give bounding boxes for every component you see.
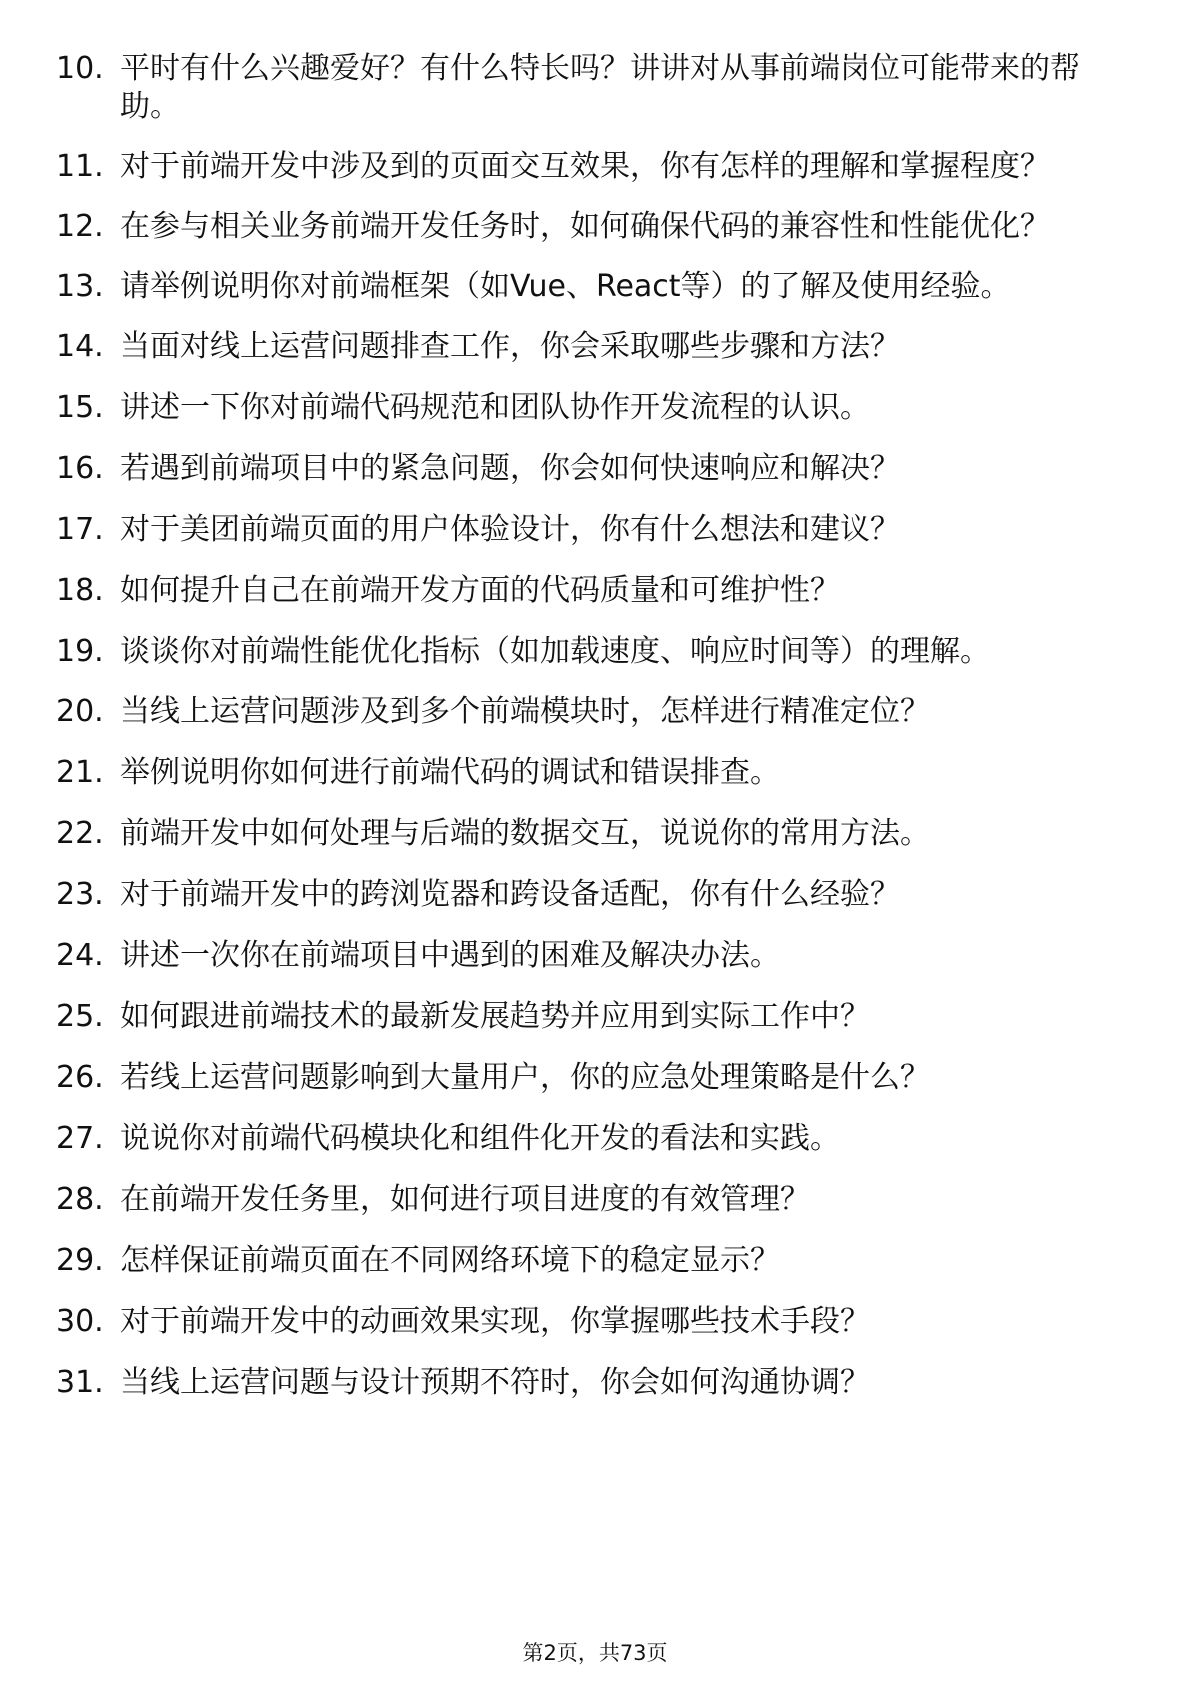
question-number: 21. <box>56 755 104 790</box>
question-item <box>56 1242 1116 1280</box>
question-number: 24. <box>56 938 104 973</box>
question-number: 14. <box>56 329 104 364</box>
question-text: 说说你对前端代码模块化和组件化开发的看法和实践。 <box>120 1121 840 1156</box>
question-item <box>56 1120 1116 1158</box>
question-item <box>56 328 1116 366</box>
question-number: 27. <box>56 1121 104 1156</box>
question-text: 若线上运营问题影响到大量用户，你的应急处理策略是什么？ <box>120 1060 930 1095</box>
question-number: 31. <box>56 1365 104 1400</box>
question-number: 29. <box>56 1243 104 1278</box>
page-footer: 第2页，共73页 <box>522 1641 668 1665</box>
question-text: 对于前端开发中涉及到的页面交互效果，你有怎样的理解和掌握程度？ <box>120 149 1050 184</box>
question-text: 对于美团前端页面的用户体验设计，你有什么想法和建议？ <box>120 512 900 547</box>
question-number: 11. <box>56 149 104 184</box>
question-item <box>56 633 1116 671</box>
question-item <box>56 998 1116 1036</box>
question-number: 26. <box>56 1060 104 1095</box>
question-text: 怎样保证前端页面在不同网络环境下的稳定显示？ <box>120 1243 780 1278</box>
question-number: 30. <box>56 1304 104 1339</box>
question-text: 在前端开发任务里，如何进行项目进度的有效管理？ <box>120 1182 810 1217</box>
question-number: 25. <box>56 999 104 1034</box>
question-text: 当线上运营问题与设计预期不符时，你会如何沟通协调？ <box>120 1365 870 1400</box>
question-text: 平时有什么兴趣爱好？有什么特长吗？讲讲对从事前端岗位可能带来的帮助。 <box>120 51 1080 124</box>
question-number: 28. <box>56 1182 104 1217</box>
question-text: 讲述一次你在前端项目中遇到的困难及解决办法。 <box>120 938 780 973</box>
question-item <box>56 754 1116 792</box>
question-text: 对于前端开发中的动画效果实现，你掌握哪些技术手段？ <box>120 1304 870 1339</box>
question-list <box>56 50 1116 1425</box>
question-item <box>56 1181 1116 1219</box>
question-item <box>56 389 1116 427</box>
question-item <box>56 1364 1116 1402</box>
question-number: 12. <box>56 209 104 244</box>
question-text: 在参与相关业务前端开发任务时，如何确保代码的兼容性和性能优化？ <box>120 209 1050 244</box>
question-item <box>56 50 1116 126</box>
question-text: 谈谈你对前端性能优化指标（如加载速度、响应时间等）的理解。 <box>120 634 990 669</box>
question-text: 讲述一下你对前端代码规范和团队协作开发流程的认识。 <box>120 390 870 425</box>
question-text: 若遇到前端项目中的紧急问题，你会如何快速响应和解决？ <box>120 451 900 486</box>
question-number: 23. <box>56 877 104 912</box>
question-item <box>56 511 1116 549</box>
question-item <box>56 1303 1116 1341</box>
question-item <box>56 208 1116 246</box>
question-text: 请举例说明你对前端框架（如Vue、React等）的了解及使用经验。 <box>120 269 1011 304</box>
question-text: 举例说明你如何进行前端代码的调试和错误排查。 <box>120 755 780 790</box>
question-text: 如何提升自己在前端开发方面的代码质量和可维护性？ <box>120 573 840 608</box>
question-text: 对于前端开发中的跨浏览器和跨设备适配，你有什么经验？ <box>120 877 900 912</box>
question-item <box>56 1059 1116 1097</box>
question-number: 19. <box>56 634 104 669</box>
question-number: 16. <box>56 451 104 486</box>
question-item <box>56 450 1116 488</box>
question-item <box>56 268 1116 306</box>
question-number: 13. <box>56 269 104 304</box>
question-number: 17. <box>56 512 104 547</box>
question-number: 15. <box>56 390 104 425</box>
question-item <box>56 693 1116 731</box>
question-number: 22. <box>56 816 104 851</box>
question-item <box>56 148 1116 186</box>
question-number: 10. <box>56 51 104 86</box>
question-item <box>56 876 1116 914</box>
question-text: 当线上运营问题涉及到多个前端模块时，怎样进行精准定位？ <box>120 694 930 729</box>
question-item <box>56 815 1116 853</box>
question-text: 前端开发中如何处理与后端的数据交互，说说你的常用方法。 <box>120 816 930 851</box>
question-item <box>56 572 1116 610</box>
question-item <box>56 937 1116 975</box>
question-number: 20. <box>56 694 104 729</box>
question-text: 当面对线上运营问题排查工作，你会采取哪些步骤和方法？ <box>120 329 900 364</box>
question-number: 18. <box>56 573 104 608</box>
question-text: 如何跟进前端技术的最新发展趋势并应用到实际工作中？ <box>120 999 870 1034</box>
